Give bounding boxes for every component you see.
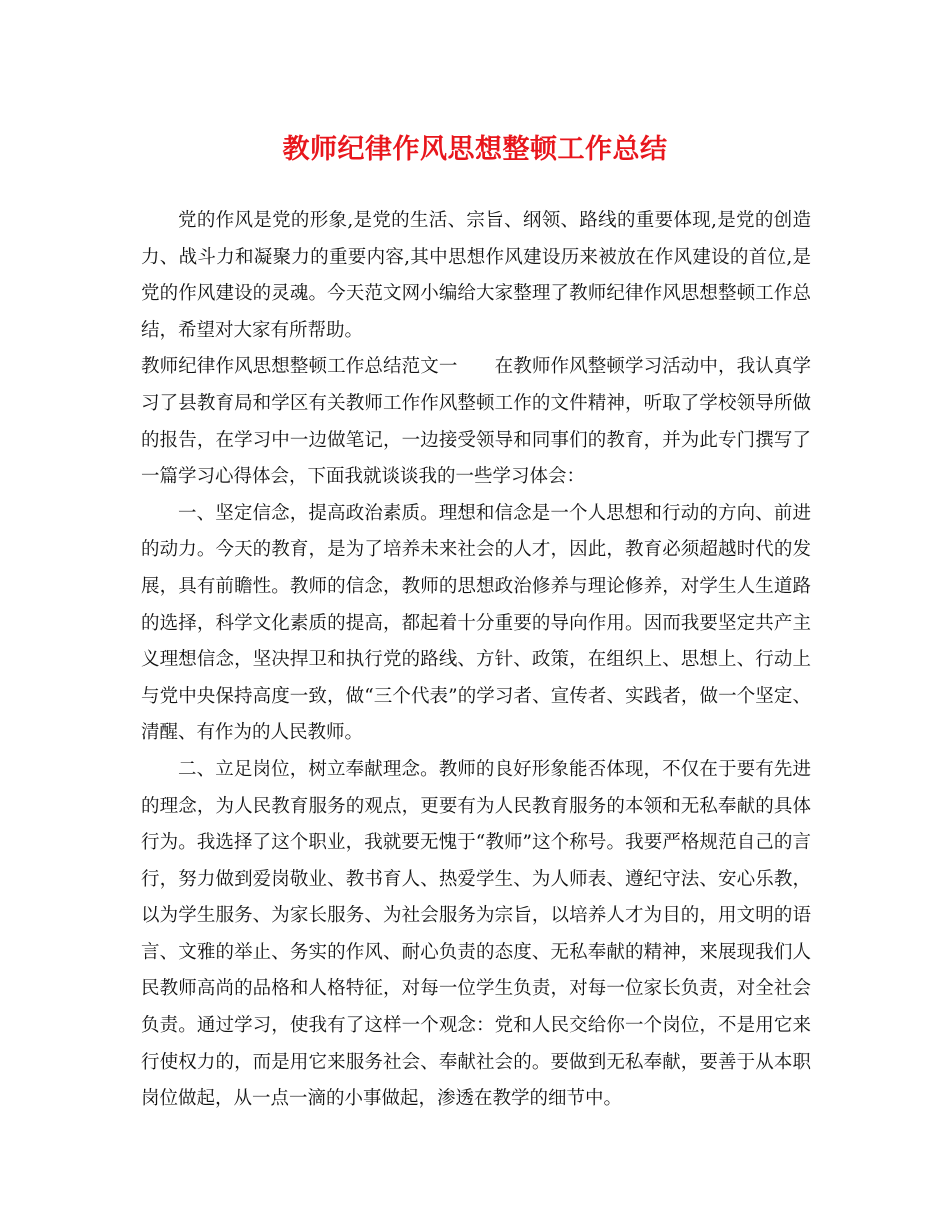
point-one-paragraph: 一、坚定信念，提高政治素质。理想和信念是一个人思想和行动的方向、前进的动力。今天的教育，是为了培养未来社会的人才，因此，教育必须超越时代的发展，具有前瞻性。教师的信念，教师的思想政治修养与理论修养，对学生人生道路的选择，科学文化素质的提高，都起着十分重要的导向作用。因而我要坚定共产主义理想信念，坚决捍卫和执行党的路线、方针、政策，在组织上、思想上、行动上与党中央保持高度一致，做“三个代表”的学习者、宣传者、实践者，做一个坚定、清醒、有作为的人民教师。 xyxy=(141,502,811,744)
document-title: 教师纪律作风思想整顿工作总结 xyxy=(282,134,668,165)
document-body xyxy=(141,203,811,1118)
point-two-paragraph: 二、立足岗位，树立奉献理念。教师的良好形象能否体现，不仅在于要有先进的理念，为人民教育服务的观点，更要有为人民教育服务的本领和无私奉献的具体行为。我选择了这个职业，我就要无愧于“教师”这个称号。我要严格规范自己的言行，努力做到爱岗敬业、教书育人、热爱学生、为人师表、遵纪守法、安心乐教，以为学生服务、为家长服务、为社会服务为宗旨，以培养人才为目的，用文明的语言、文雅的举止、务实的作风、耐心负责的态度、无私奉献的精神，来展现我们人民教师高尚的品格和人格特征，对每一位学生负责，对每一位家长负责，对全社会负责。通过学习，使我有了这样一个观念：党和人民交给你一个岗位，不是用它来行使权力的，而是用它来服务社会、奉献社会的。要做到无私奉献，要善于从本职岗位做起，从一点一滴的小事做起，渗透在教学的细节中。 xyxy=(141,758,811,1110)
sample-heading-paragraph: 教师纪律作风思想整顿工作总结范文一 在教师作风整顿学习活动中，我认真学习了县教育局和学区有关教师工作作风整顿工作的文件精神，听取了学校领导所做的报告，在学习中一边做笔记，一边接受领导和同事们的教育，并为此专门撰写了一篇学习心得体会，下面我就谈谈我的一些学习体会： xyxy=(141,356,811,488)
intro-paragraph: 党的作风是党的形象,是党的生活、宗旨、纲领、路线的重要体现,是党的创造力、战斗力和凝聚力的重要内容,其中思想作风建设历来被放在作风建设的首位,是党的作风建设的灵魂。今天范文网小编给大家整理了教师纪律作风思想整顿工作总结，希望对大家有所帮助。 xyxy=(141,210,811,341)
